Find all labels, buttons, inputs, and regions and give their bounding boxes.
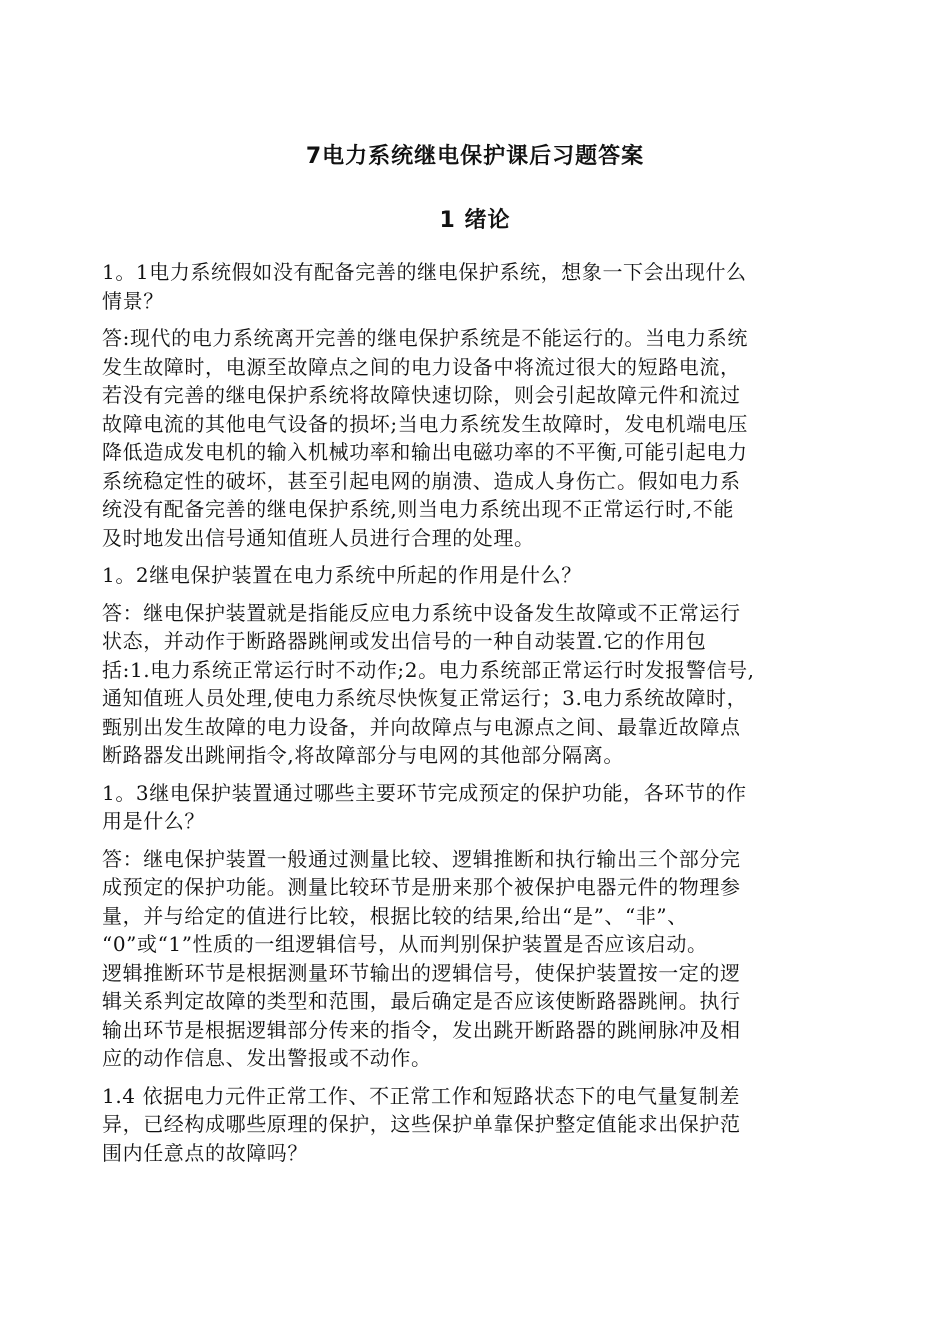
- text-line: 异，已经构成哪些原理的保护，这些保护单靠保护整定值能求出保护范: [102, 1112, 741, 1136]
- text-line: 状态，并动作于断路器跳闸或发出信号的一种自动装置.它的作用包: [102, 629, 707, 653]
- document-body: [102, 258, 872, 1176]
- text-line: 1。2继电保护装置在电力系统中所起的作用是什么？: [102, 563, 582, 587]
- text-line: 成预定的保护功能。测量比较环节是册来那个被保护电器元件的物理参: [102, 875, 741, 899]
- answer-paragraph: [102, 599, 872, 770]
- text-line: “0”或“1”性质的一组逻辑信号，从而判别保护装置是否应该启动。: [102, 932, 708, 956]
- answer-paragraph: [102, 324, 872, 552]
- question-paragraph: [102, 1082, 872, 1168]
- text-line: 1。1电力系统假如没有配备完善的继电保护系统，想象一下会出现什么: [102, 260, 747, 284]
- text-line: 1。3继电保护装置通过哪些主要环节完成预定的保护功能，各环节的作: [102, 780, 747, 805]
- text-line: 逻辑推断环节是根据测量环节输出的逻辑信号，使保护装置按一定的逻: [102, 960, 741, 985]
- text-line: 统没有配备完善的继电保护系统,则当电力系统出现不正常运行时,不能: [102, 497, 734, 521]
- text-line: 及时地发出信号通知值班人员进行合理的处理。: [102, 525, 535, 550]
- document-title: 7电力系统继电保护课后习题答案: [305, 144, 645, 169]
- text-line: 围内任意点的故障吗？: [102, 1140, 308, 1165]
- text-line: 发生故障时，电源至故障点之间的电力设备中将流过很大的短路电流，: [102, 354, 741, 379]
- text-line: 降低造成发电机的输入机械功率和输出电磁功率的不平衡,可能引起电力: [102, 440, 748, 464]
- answer-paragraph: [102, 845, 872, 1073]
- text-line: 辑关系判定故障的类型和范围，最后确定是否应该使断路器跳闸。执行: [102, 989, 741, 1013]
- text-line: 答:现代的电力系统离开完善的继电保护系统是不能运行的。当电力系统: [102, 326, 748, 350]
- text-line: 若没有完善的继电保护系统将故障快速切除，则会引起故障元件和流过: [102, 383, 741, 407]
- question-paragraph: [102, 561, 872, 590]
- question-paragraph: [102, 258, 872, 315]
- text-line: 用是什么？: [102, 809, 205, 833]
- text-line: 故障电流的其他电气设备的损坏;当电力系统发生故障时，发电机端电压: [102, 411, 748, 436]
- text-line: 1.4 依据电力元件正常工作、不正常工作和短路状态下的电气量复制差: [102, 1083, 740, 1108]
- text-line: 量，并与给定的值进行比较，根据比较的结果,给出“是”、“非”、: [102, 903, 688, 928]
- text-line: 输出环节是根据逻辑部分传来的指令，发出跳开断路器的跳闸脉冲及相: [102, 1017, 741, 1042]
- text-line: 答：继电保护装置一般通过测量比较、逻辑推断和执行输出三个部分完: [102, 846, 741, 871]
- text-line: 甄别出发生故障的电力设备，并向故障点与电源点之间、最靠近故障点: [102, 714, 741, 739]
- text-line: 情景？: [102, 288, 164, 313]
- section-heading: 1 绪论: [439, 208, 511, 233]
- text-line: 括:1.电力系统正常运行时不动作;2。电力系统部正常运行时发报警信号,: [102, 657, 755, 682]
- text-line: 系统稳定性的破坏，甚至引起电网的崩溃、造成人身伤亡。假如电力系: [102, 468, 741, 493]
- text-line: 答：继电保护装置就是指能反应电力系统中设备发生故障或不正常运行: [102, 600, 741, 625]
- text-line: 通知值班人员处理,使电力系统尽快恢复正常运行；3.电力系统故障时，: [102, 686, 748, 710]
- text-line: 断路器发出跳闸指令,将故障部分与电网的其他部分隔离。: [102, 743, 624, 767]
- question-paragraph: [102, 779, 872, 836]
- text-line: 应的动作信息、发出警报或不动作。: [102, 1046, 432, 1070]
